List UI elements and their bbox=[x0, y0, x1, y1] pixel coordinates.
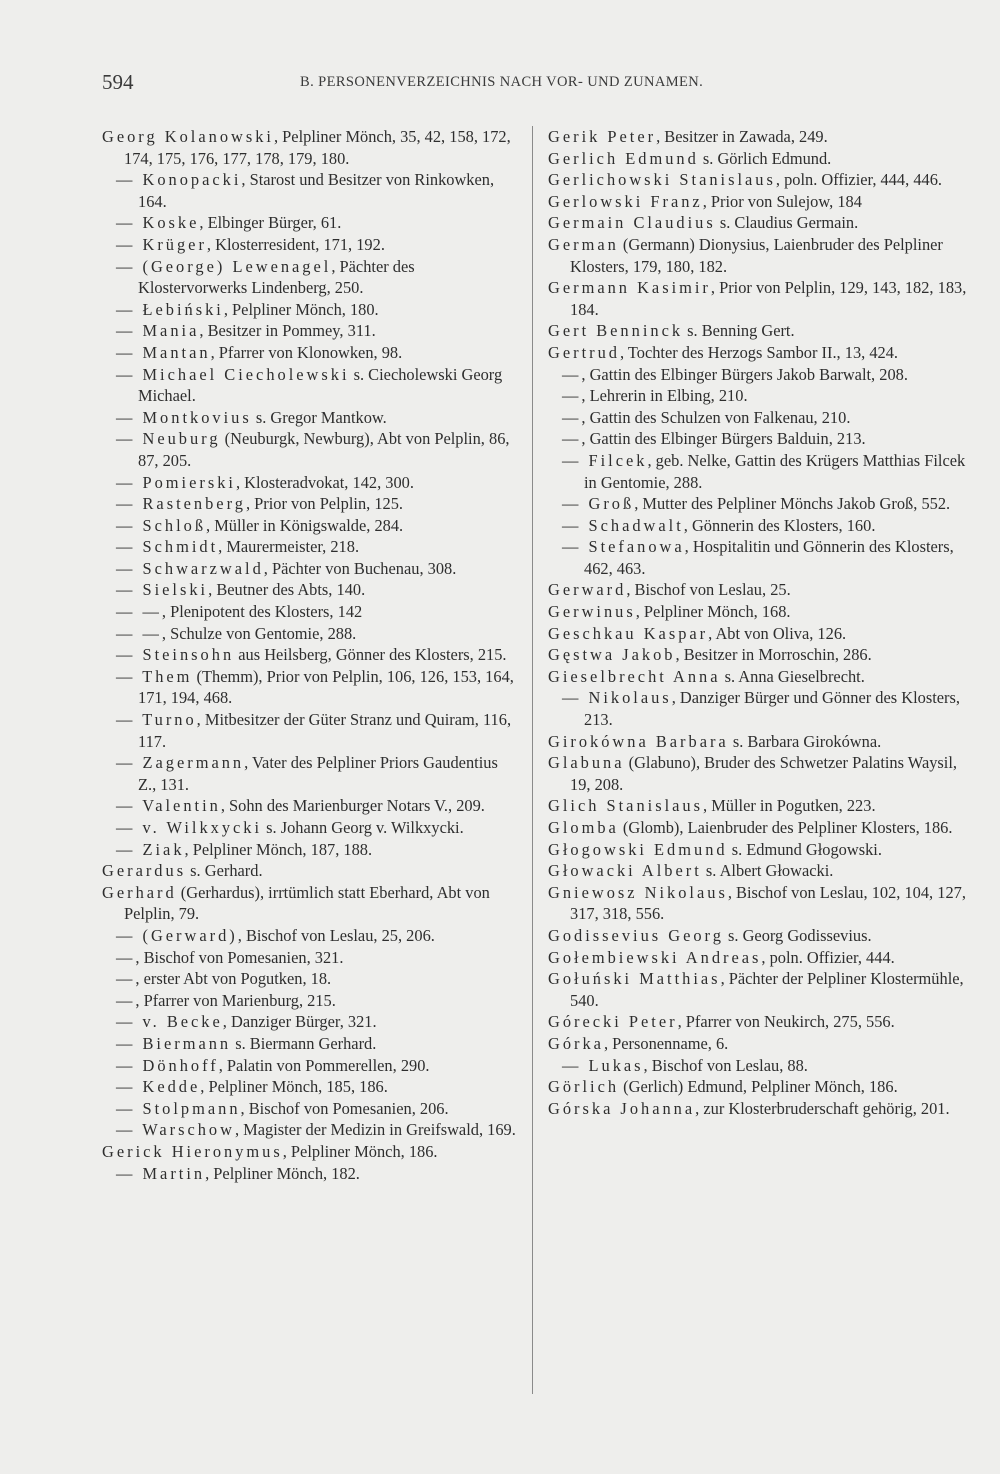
entry-name: Görlich bbox=[548, 1077, 620, 1097]
entry-name: Górka bbox=[548, 1033, 604, 1053]
entry-text: s. Claudius Germain. bbox=[715, 213, 859, 233]
entry-name: Godissevius Georg bbox=[548, 925, 724, 945]
index-entry bbox=[548, 148, 972, 170]
entry-name: — v. Wilkxycki bbox=[116, 818, 263, 837]
entry-name: — Zagermann bbox=[116, 753, 245, 773]
index-entry bbox=[102, 320, 518, 342]
index-entry bbox=[102, 234, 518, 256]
entry-name: — Michael Ciecholewski bbox=[116, 364, 350, 384]
entry-name: — Valentin bbox=[116, 796, 221, 816]
entry-text: , Müller in Königswalde, 284. bbox=[206, 515, 404, 535]
entry-text: , poln. Offizier, 444. bbox=[761, 947, 895, 967]
entry-name: Głogowski Edmund bbox=[548, 839, 728, 859]
entry-name: — Montkovius bbox=[116, 407, 252, 427]
entry-text: (Themm), Prior von Pelplin, 106, 126, 153, 164, 171, 194, 468. bbox=[138, 666, 514, 708]
entry-name: Gerlichowski Stanislaus bbox=[548, 170, 776, 190]
entry-text: , Mutter des Pelpliner Mönchs Jakob Groß, 552. bbox=[634, 494, 951, 514]
entry-name: Gerlowski Franz bbox=[548, 191, 703, 211]
entry-name: Germain Claudius bbox=[548, 213, 716, 233]
entry-name: — Schloß bbox=[116, 515, 207, 535]
entry-name: — Koske bbox=[116, 213, 200, 233]
entry-name: — Steinsohn bbox=[116, 645, 235, 665]
entry-name: German bbox=[548, 234, 619, 254]
entry-name: — v. Becke bbox=[116, 1012, 223, 1032]
index-entry bbox=[102, 795, 518, 817]
entry-text: , Gönnerin des Klosters, 160. bbox=[683, 515, 876, 535]
entry-name: Gołembiewski Andreas bbox=[548, 947, 762, 967]
entry-text: , geb. Nelke, Gattin des Krügers Matthias Filcek in Gentomie, 288. bbox=[584, 450, 966, 492]
entry-text: , Prior von Pelplin, 125. bbox=[245, 494, 404, 514]
index-entry bbox=[548, 1011, 972, 1033]
entry-name: Gerick Hieronymus bbox=[102, 1141, 283, 1161]
entry-name: — Stolpmann bbox=[116, 1098, 241, 1118]
entry-name: — Dönhoff bbox=[116, 1055, 219, 1075]
index-entry bbox=[102, 1141, 518, 1163]
entry-name: — Warschow bbox=[116, 1120, 235, 1140]
index-entry bbox=[102, 1076, 518, 1098]
entry-text: , Bischof von Pomesanien, 321. bbox=[135, 947, 344, 967]
entry-text: s. Gregor Mantkow. bbox=[251, 407, 387, 427]
index-entry bbox=[548, 817, 972, 839]
index-entry bbox=[548, 450, 972, 493]
index-entry bbox=[548, 212, 972, 234]
index-entry bbox=[102, 299, 518, 321]
page-number: 594 bbox=[102, 70, 134, 94]
entry-text: , Beutner des Abts, 140. bbox=[208, 580, 366, 600]
entry-text: , Pelpliner Mönch, 185, 186. bbox=[200, 1077, 388, 1097]
entry-name: — bbox=[562, 407, 582, 427]
index-entry bbox=[548, 795, 972, 817]
index-entry bbox=[102, 839, 518, 861]
index-entry bbox=[102, 212, 518, 234]
entry-name: Gert Benninck bbox=[548, 321, 684, 341]
index-entry bbox=[102, 1033, 518, 1055]
entry-text: , Prior von Sulejow, 184 bbox=[702, 191, 862, 211]
entry-name: — Kedde bbox=[116, 1077, 201, 1097]
index-entry bbox=[548, 644, 972, 666]
entry-name: — bbox=[562, 429, 582, 449]
entry-name: — Konopacki bbox=[116, 170, 242, 190]
entry-name: — bbox=[562, 386, 582, 406]
entry-text: s. Edmund Głogowski. bbox=[727, 839, 882, 859]
entry-text: , Hospitalitin und Gönnerin des Klosters, 462, 463. bbox=[584, 537, 954, 578]
entry-text: , Prior von Pelplin, 129, 143, 182, 183, 184. bbox=[570, 278, 967, 319]
entry-text: s. Johann Georg v. Wilkxycki. bbox=[262, 818, 464, 837]
running-head: B. PERSONENVERZEICHNIS NACH VOR- UND ZUNAMEN. bbox=[300, 74, 704, 90]
entry-text: , Maurermeister, 218. bbox=[218, 537, 360, 557]
index-entry bbox=[548, 169, 972, 191]
index-entry bbox=[102, 169, 518, 212]
index-entry bbox=[548, 277, 972, 320]
entry-name: — Martin bbox=[116, 1163, 206, 1183]
index-entry bbox=[548, 1076, 972, 1098]
index-entry bbox=[102, 666, 518, 709]
entry-text: s. Görlich Edmund. bbox=[698, 148, 832, 168]
entry-name: — Them bbox=[116, 666, 193, 686]
entry-text: , Starost und Besitzer von Rinkowken, 164. bbox=[138, 170, 495, 211]
column-divider bbox=[532, 126, 533, 1394]
entry-name: Gołuński Matthias bbox=[548, 969, 721, 989]
index-entry bbox=[548, 666, 972, 688]
entry-text: , Pelpliner Mönch, 180. bbox=[223, 299, 379, 319]
index-entry bbox=[102, 1163, 518, 1185]
entry-text: s. Albert Głowacki. bbox=[701, 861, 834, 881]
entry-text: , Personenname, 6. bbox=[603, 1033, 729, 1053]
index-entry bbox=[102, 536, 518, 558]
index-entry bbox=[548, 342, 972, 364]
entry-text: , Pelpliner Mönch, 168. bbox=[635, 602, 791, 622]
index-entry bbox=[548, 925, 972, 947]
entry-text: , Gattin des Schulzen von Falkenau, 210. bbox=[581, 407, 851, 427]
index-entry bbox=[102, 579, 518, 601]
entry-name: Glich Stanislaus bbox=[548, 796, 703, 816]
entry-name: Glomba bbox=[548, 818, 619, 837]
entry-text: , Pfarrer von Klonowken, 98. bbox=[210, 342, 403, 362]
index-entry bbox=[102, 493, 518, 515]
index-entry bbox=[548, 687, 972, 730]
entry-name: — Groß bbox=[562, 494, 635, 514]
index-entry bbox=[548, 1033, 972, 1055]
index-entry bbox=[548, 601, 972, 623]
index-entry bbox=[548, 428, 972, 450]
index-entry bbox=[102, 558, 518, 580]
entry-name: Gerwinus bbox=[548, 602, 636, 622]
index-entry bbox=[548, 731, 972, 753]
entry-text: , Pfarrer von Neukirch, 275, 556. bbox=[677, 1012, 895, 1032]
entry-name: — Nikolaus bbox=[562, 688, 672, 708]
entry-name: Gęstwa Jakob bbox=[548, 645, 676, 665]
entry-name: Gerhard bbox=[102, 882, 177, 902]
entry-text: , Vater des Pelpliner Priors Gaudentius Z., 131. bbox=[138, 753, 498, 794]
index-entry bbox=[102, 817, 518, 839]
index-entry bbox=[548, 752, 972, 795]
entry-name: Górecki Peter bbox=[548, 1012, 678, 1032]
entry-text: , Lehrerin in Elbing, 210. bbox=[581, 386, 748, 406]
entry-name: Gerlich Edmund bbox=[548, 148, 699, 168]
entry-name: Glabuna bbox=[548, 753, 625, 773]
entry-text: (Neuburgk, Newburg), Abt von Pelplin, 86, 87, 205. bbox=[138, 429, 510, 470]
entry-name: — Rastenberg bbox=[116, 494, 246, 514]
entry-name: Gieselbrecht Anna bbox=[548, 666, 721, 686]
index-entry bbox=[548, 515, 972, 537]
index-entry bbox=[548, 320, 972, 342]
index-entry bbox=[548, 860, 972, 882]
entry-text: , Bischof von Leslau, 25, 206. bbox=[237, 925, 435, 945]
index-entry bbox=[102, 623, 518, 645]
entry-text: , Pelpliner Mönch, 35, 42, 158, 172, 174, 175, 176, 177, 178, 179, 180. bbox=[124, 127, 511, 168]
entry-text: , Abt von Oliva, 126. bbox=[708, 623, 847, 643]
entry-text: , Palatin von Pommerellen, 290. bbox=[218, 1055, 430, 1075]
entry-text: (Gerlich) Edmund, Pelpliner Mönch, 186. bbox=[619, 1077, 898, 1097]
entry-name: — bbox=[116, 990, 136, 1010]
index-entry bbox=[102, 256, 518, 299]
entry-text: , Besitzer in Pommey, 311. bbox=[199, 321, 376, 341]
index-entry bbox=[548, 364, 972, 386]
entry-text: , Bischof von Leslau, 88. bbox=[643, 1055, 808, 1075]
index-entry bbox=[548, 839, 972, 861]
entry-text: , Gattin des Elbinger Bürgers Jakob Barwalt, 208. bbox=[581, 364, 908, 384]
index-entry bbox=[102, 644, 518, 666]
index-entry bbox=[102, 515, 518, 537]
entry-text: s. Georg Godissevius. bbox=[723, 925, 872, 945]
entry-text: , Pächter des Klostervorwerks Lindenberg, 250. bbox=[138, 256, 415, 298]
entry-text: (Germann) Dionysius, Laienbruder des Pelpliner Klosters, 179, 180, 182. bbox=[570, 234, 943, 276]
index-entry bbox=[102, 968, 518, 990]
entry-text: s. Barbara Girokówna. bbox=[728, 731, 882, 751]
entry-name: Geschkau Kaspar bbox=[548, 623, 709, 643]
entry-name: — Schadwalt bbox=[562, 515, 684, 535]
entry-name: — Turno bbox=[116, 710, 197, 730]
index-entry bbox=[102, 126, 518, 169]
entry-name: — Schwarzwald bbox=[116, 558, 264, 578]
index-entry bbox=[548, 126, 972, 148]
entry-text: , Pächter von Buchenau, 308. bbox=[263, 558, 457, 578]
index-entry bbox=[548, 579, 972, 601]
entry-text: , poln. Offizier, 444, 446. bbox=[775, 170, 942, 190]
entry-text: , Müller in Pogutken, 223. bbox=[703, 796, 876, 816]
entry-name: — Ziak bbox=[116, 839, 185, 859]
entry-name: — (Gerward) bbox=[116, 925, 238, 945]
entry-text: , Danziger Bürger und Gönner des Klosters, 213. bbox=[584, 688, 960, 730]
entry-name: — bbox=[116, 947, 136, 967]
entry-name: — — bbox=[116, 623, 162, 643]
index-entry bbox=[548, 1098, 972, 1120]
entry-text: , Pächter der Pelpliner Klostermühle, 540. bbox=[570, 969, 964, 1010]
entry-name: — Stefanowa bbox=[562, 537, 685, 557]
entry-name: Gerward bbox=[548, 580, 627, 600]
entry-text: , Pelpliner Mönch, 186. bbox=[282, 1141, 438, 1161]
index-entry bbox=[102, 990, 518, 1012]
entry-text: , Pfarrer von Marienburg, 215. bbox=[135, 990, 336, 1010]
entry-text: (Glomb), Laienbruder des Pelpliner Klosters, 186. bbox=[618, 818, 953, 837]
index-column-right bbox=[548, 126, 972, 1119]
entry-name: — Mantan bbox=[116, 342, 211, 362]
index-entry bbox=[102, 472, 518, 494]
index-entry bbox=[102, 1011, 518, 1033]
entry-text: , Mitbesitzer der Güter Stranz und Quiram, 116, 117. bbox=[138, 710, 512, 751]
index-entry bbox=[548, 623, 972, 645]
index-entry bbox=[102, 947, 518, 969]
entry-text: , Pelpliner Mönch, 182. bbox=[205, 1163, 360, 1183]
index-entry bbox=[548, 882, 972, 925]
index-entry bbox=[102, 342, 518, 364]
entry-name: Gniewosz Nikolaus bbox=[548, 882, 728, 902]
index-entry bbox=[548, 947, 972, 969]
entry-name: — (George) Lewenagel bbox=[116, 256, 332, 276]
entry-text: , Sohn des Marienburger Notars V., 209. bbox=[220, 796, 485, 816]
index-entry bbox=[102, 407, 518, 429]
index-entry bbox=[102, 925, 518, 947]
entry-text: s. Ciecholewski Georg Michael. bbox=[138, 364, 503, 406]
index-entry bbox=[548, 1055, 972, 1077]
entry-name: Gerik Peter bbox=[548, 127, 657, 146]
entry-name: — Pomierski bbox=[116, 472, 236, 492]
entry-text: , Klosteradvokat, 142, 300. bbox=[235, 472, 414, 492]
index-entry bbox=[548, 968, 972, 1011]
index-entry bbox=[102, 1055, 518, 1077]
entry-text: (Gerhardus), irrtümlich statt Eberhard, Abt von Pelplin, 79. bbox=[124, 882, 490, 924]
entry-text: , Tochter des Herzogs Sambor II., 13, 424. bbox=[619, 342, 899, 362]
entry-text: , Pelpliner Mönch, 187, 188. bbox=[184, 839, 373, 859]
index-entry bbox=[102, 1119, 518, 1141]
index-column-left bbox=[102, 126, 518, 1184]
index-entry bbox=[548, 234, 972, 277]
entry-text: s. Biermann Gerhard. bbox=[231, 1033, 377, 1053]
entry-name: Georg Kolanowski bbox=[102, 127, 274, 146]
index-entry bbox=[102, 709, 518, 752]
entry-name: Gertrud bbox=[548, 342, 620, 362]
entry-name: Gerardus bbox=[102, 861, 187, 881]
index-entry bbox=[548, 493, 972, 515]
index-entry bbox=[548, 385, 972, 407]
entry-name: — Biermann bbox=[116, 1033, 232, 1053]
index-entry bbox=[102, 752, 518, 795]
entry-name: — Lukas bbox=[562, 1055, 644, 1075]
index-entry bbox=[102, 428, 518, 471]
index-entry bbox=[102, 364, 518, 407]
entry-text: s. Anna Gieselbrecht. bbox=[720, 666, 865, 686]
entry-name: — bbox=[116, 969, 136, 989]
entry-text: , Besitzer in Zawada, 249. bbox=[656, 127, 828, 146]
entry-name: — — bbox=[116, 602, 162, 622]
entry-text: , Klosterresident, 171, 192. bbox=[206, 234, 385, 254]
index-entry bbox=[102, 860, 518, 882]
entry-text: , Gattin des Elbinger Bürgers Balduin, 213. bbox=[581, 429, 866, 449]
entry-name: — Mania bbox=[116, 321, 200, 341]
entry-name: Girokówna Barbara bbox=[548, 731, 729, 751]
entry-name: — Krüger bbox=[116, 234, 207, 254]
entry-name: — bbox=[562, 364, 582, 384]
index-entry bbox=[102, 882, 518, 925]
entry-name: — Łebiński bbox=[116, 299, 224, 319]
index-entry bbox=[102, 1098, 518, 1120]
entry-text: (Glabuno), Bruder des Schwetzer Palatins Waysil, 19, 208. bbox=[570, 753, 958, 794]
index-entry bbox=[548, 536, 972, 579]
entry-name: Głowacki Albert bbox=[548, 861, 702, 881]
entry-text: , Magister der Medizin in Greifswald, 169. bbox=[234, 1120, 516, 1140]
entry-text: , Besitzer in Morroschin, 286. bbox=[675, 645, 872, 665]
index-entry bbox=[548, 407, 972, 429]
entry-text: , Elbinger Bürger, 61. bbox=[199, 213, 342, 233]
entry-text: , zur Klosterbruderschaft gehörig, 201. bbox=[695, 1098, 950, 1118]
entry-text: , Bischof von Leslau, 102, 104, 127, 317, 318, 556. bbox=[570, 882, 966, 924]
entry-name: Germann Kasimir bbox=[548, 278, 711, 298]
index-entry bbox=[548, 191, 972, 213]
entry-text: , Plenipotent des Klosters, 142 bbox=[161, 602, 363, 622]
entry-text: , Schulze von Gentomie, 288. bbox=[161, 623, 357, 643]
entry-text: s. Gerhard. bbox=[186, 861, 263, 881]
index-entry bbox=[102, 601, 518, 623]
entry-name: — Sielski bbox=[116, 580, 209, 600]
entry-text: aus Heilsberg, Gönner des Klosters, 215. bbox=[234, 645, 507, 665]
entry-text: , Danziger Bürger, 321. bbox=[222, 1012, 377, 1032]
entry-name: — Filcek bbox=[562, 450, 648, 470]
entry-text: s. Benning Gert. bbox=[683, 321, 795, 341]
entry-text: , Bischof von Pomesanien, 206. bbox=[240, 1098, 449, 1118]
entry-text: , erster Abt von Pogutken, 18. bbox=[135, 969, 332, 989]
entry-name: Górska Johanna bbox=[548, 1098, 696, 1118]
entry-name: — Schmidt bbox=[116, 537, 219, 557]
entry-name: — Neuburg bbox=[116, 429, 221, 449]
entry-text: , Bischof von Leslau, 25. bbox=[626, 580, 791, 600]
